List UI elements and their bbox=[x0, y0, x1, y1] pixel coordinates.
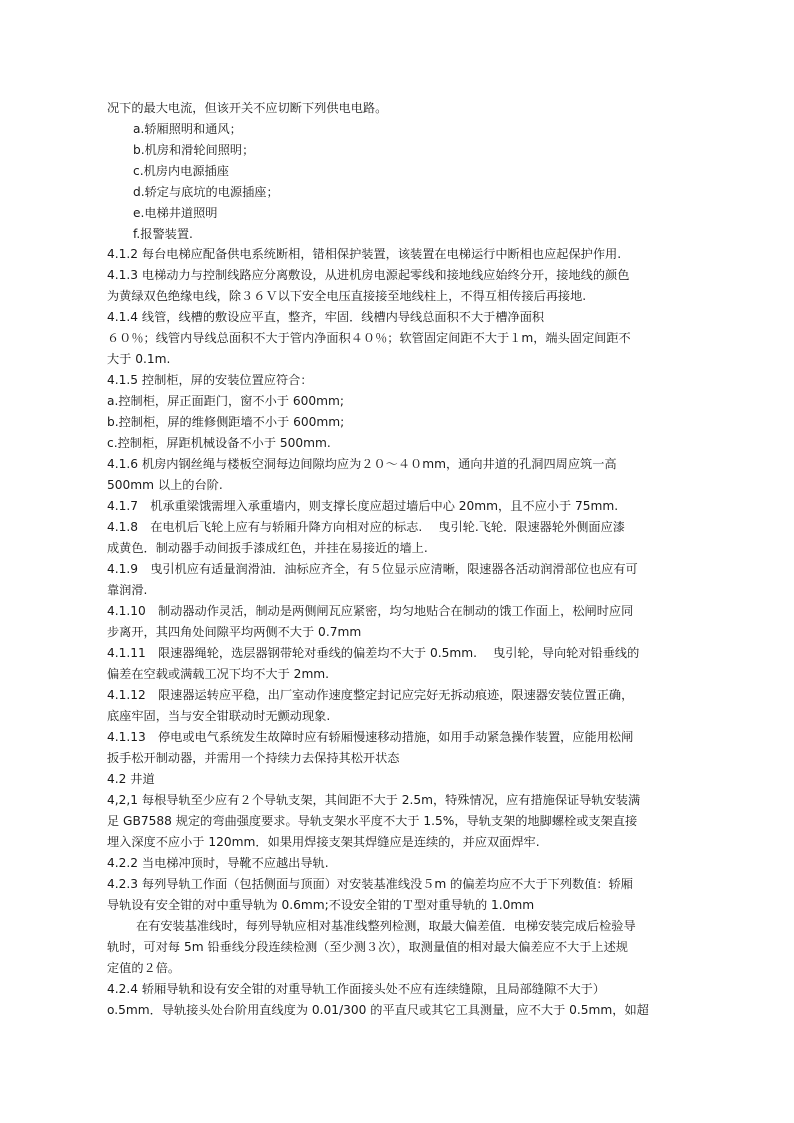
text-line: 导轨设有安全钳的对中重导轨为 0.6mm;不设安全钳的Ｔ型对重导轨的 1.0mm bbox=[107, 898, 535, 912]
section-text: 4.1.8 在电机后飞轮上应有与轿厢升降方向相对应的标志. 曳引轮.飞轮．限速器轮外侧面应漆 bbox=[107, 520, 625, 534]
section-text: 4.1.9 曳引机应有适量润滑油．油标应齐全，有５位显示应清晰，限速器各活动润滑部位也应有可 bbox=[107, 562, 638, 576]
section-text: 4,2,1 每根导轨至少应有２个导轨支架，其间距不大于 2.5m，特殊情况，应有措施保证导轨安装满 bbox=[107, 793, 641, 807]
text-line: 定值的２倍。 bbox=[107, 961, 181, 975]
list-item: f.报警装置. bbox=[133, 227, 193, 241]
text-line: 靠润滑. bbox=[107, 583, 148, 597]
text-line: 步离开，其四角处间隙平均两侧不大于 0.7mm bbox=[107, 625, 362, 639]
list-item: b.机房和滑轮间照明； bbox=[133, 143, 255, 157]
section-text: 4.1.11 限速器绳轮，选层器钢带轮对垂线的偏差均不大于 0.5mm. 曳引轮，导向轮对铅垂线的 bbox=[107, 646, 640, 660]
section-text: 4.1.6 机房内钢丝绳与楼板空洞每边间隙均应为２０～４０mm，通向井道的孔洞四周应筑一高 bbox=[107, 457, 617, 471]
section-text: 4.1.10 制动器动作灵活，制动是两侧闸瓦应紧密，均匀地贴合在制动的饿工作面上，松闸时应同 bbox=[107, 604, 634, 618]
list-item: a.控制柜，屏正面距门，窗不小于 600mm; bbox=[107, 394, 344, 408]
text-line: 扳手松开制动器，并需用一个持续力去保持其松开状态 bbox=[107, 751, 400, 765]
section-text: 4.1.12 限速器运转应平稳，出厂室动作速度整定封记应完好无拆动痕迹，限速器安装位置正确， bbox=[107, 688, 634, 702]
text-line: ６０％；线管内导线总面积不大于管内净面积４０％；软管固定间距不大于１m，端头固定间距不 bbox=[107, 331, 631, 345]
text-line: 500mm 以上的台阶. bbox=[107, 478, 223, 492]
section-heading: 4.2 井道 bbox=[107, 772, 155, 786]
list-item: d.轿定与底坑的电源插座； bbox=[133, 185, 279, 199]
text-line: 为黄绿双色绝缘电线，除３６Ｖ以下安全电压直接接至地线柱上，不得互相传接后再接地. bbox=[107, 289, 587, 303]
section-text: 4.1.4 线管，线槽的敷设应平直，整齐，牢固．线槽内导线总面积不大于槽净面积 bbox=[107, 310, 545, 324]
section-text: 4.1.5 控制柜，屏的安装位置应符合： bbox=[107, 373, 313, 387]
section-text: 4.2.2 当电梯冲顶时，导靴不应越出导轨. bbox=[107, 856, 329, 870]
section-text: 4.2.4 轿厢导轨和设有安全钳的对重导轨工作面接头处不应有连续缝隙，且局部缝隙不大于） bbox=[107, 982, 606, 996]
text-line: 足 GB7588 规定的弯曲强度要求。导轨支架水平度不大于 1.5%，导轨支架的地脚螺栓或支架直接 bbox=[107, 814, 638, 828]
text-line: 成黄色．制动器手动间扳手漆成红色，并挂在易接近的墙上. bbox=[107, 541, 428, 555]
text-line: 况下的最大电流，但该开关不应切断下列供电电路。 bbox=[107, 101, 388, 115]
text-line: 埋入深度不应小于 120mm．如果用焊接支架其焊缝应是连续的，并应双面焊牢. bbox=[107, 835, 540, 849]
section-text: 4.2.3 每列导轨工作面（包括侧面与顶面）对安装基准线没５m 的偏差均应不大于下列数值：轿厢 bbox=[107, 877, 633, 891]
text-line: 底座牢固，当与安全钳联动时无颤动现象. bbox=[107, 709, 331, 723]
section-text: 4.1.13 停电或电气系统发生故障时应有轿厢慢速移动措施，如用手动紧急操作装置，应能用松闸 bbox=[107, 730, 634, 744]
list-item: a.轿厢照明和通风； bbox=[133, 122, 242, 136]
section-text: 4.1.3 电梯动力与控制线路应分离敷设，从进机房电源起零线和接地线应始终分开，接地线的颜色 bbox=[107, 268, 630, 282]
text-line: o.5mm．导轨接头处台阶用直线度为 0.01/300 的平直尺或其它工具测量，应不大于 0.5mm，如超 bbox=[107, 1003, 649, 1017]
section-text: 4.1.2 每台电梯应配备供电系统断相，错相保护装置，该装置在电梯运行中断相也应起保护作用. bbox=[107, 247, 622, 261]
list-item: c.机房内电源插座 bbox=[133, 164, 229, 178]
section-text: 4.1.7 机承重梁饿需埋入承重墙内，则支撑长度应超过墙后中心 20mm，且不应小于 75mm. bbox=[107, 499, 619, 513]
text-line: 偏差在空载或满载工况下均不大于 2mm. bbox=[107, 667, 330, 681]
list-item: e.电梯井道照明 bbox=[133, 206, 218, 220]
list-item: b.控制柜，屏的维修侧距墙不小于 600mm; bbox=[107, 415, 345, 429]
text-line: 大于 0.1m. bbox=[107, 352, 171, 366]
text-line: 轨时，可对每 5m 铅垂线分段连续检测（至少测３次），取测量值的相对最大偏差应不大于上述规 bbox=[107, 940, 628, 954]
list-item: c.控制柜，屏距机械设备不小于 500mm. bbox=[107, 436, 331, 450]
paragraph-indented: 在有安装基准线时，每列导轨应相对基准线整列检测，取最大偏差值．电梯安装完成后检验导 bbox=[136, 919, 636, 933]
